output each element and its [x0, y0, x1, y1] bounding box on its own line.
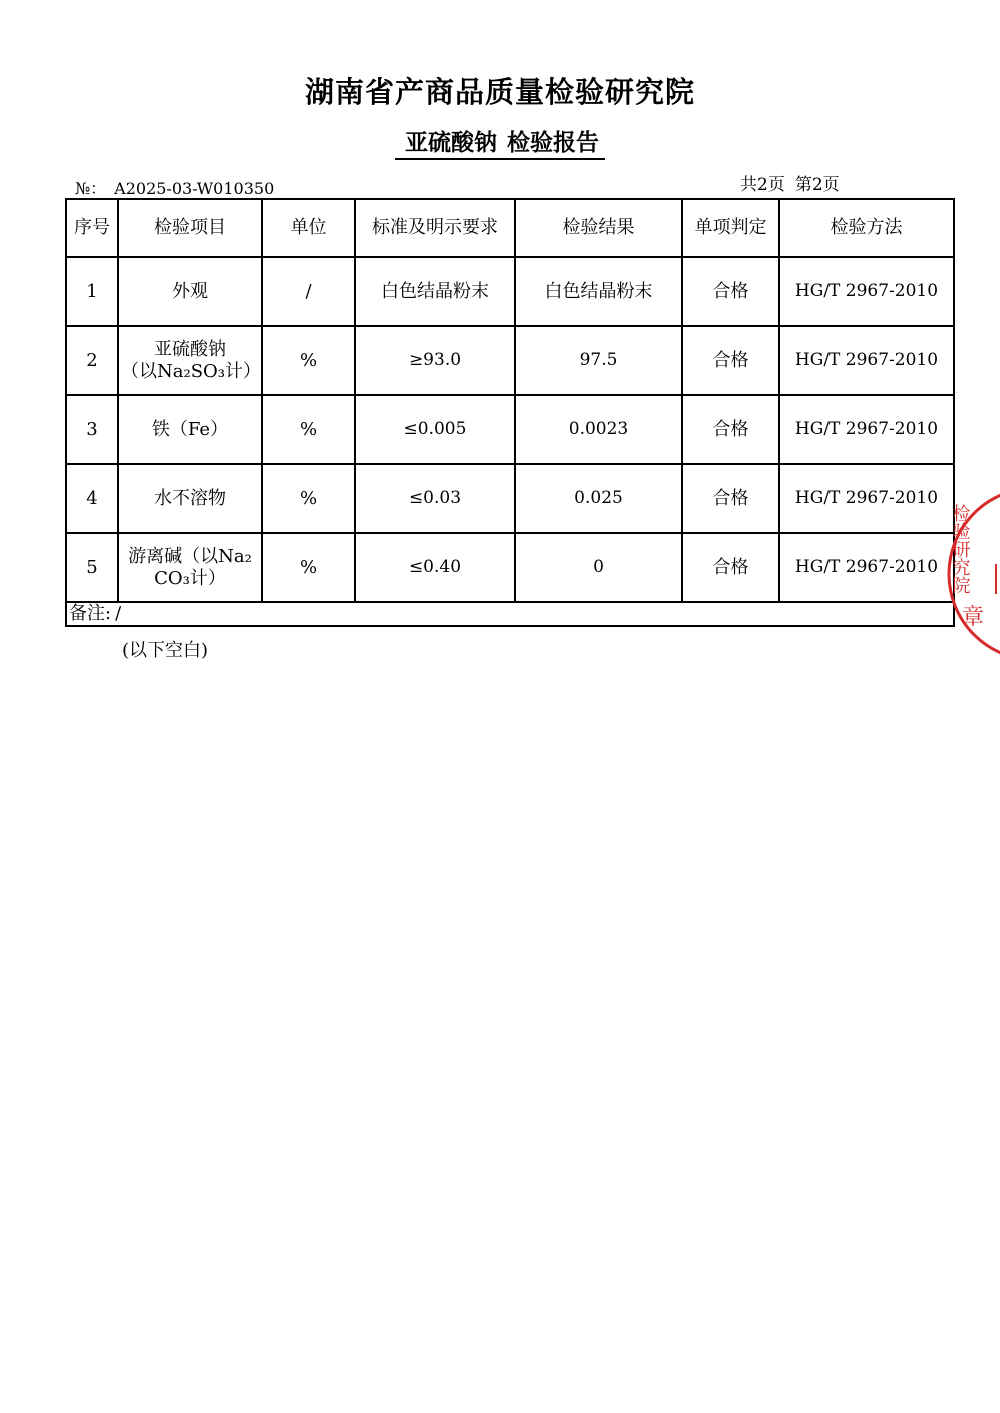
table-row: [66, 257, 954, 326]
inspection-seal: [940, 486, 1000, 661]
cell-no: 1: [66, 257, 118, 326]
cell-unit: %: [262, 464, 355, 533]
report-title-product: 亚硫酸钠: [405, 130, 497, 156]
cell-unit: %: [262, 533, 355, 602]
report-number: [75, 176, 274, 199]
cell-item-suffix: （以Na₂SO₃计）: [121, 360, 262, 382]
report-number-label: №：: [75, 179, 107, 198]
cell-method: HG/T 2967-2010: [779, 395, 954, 464]
cell-result: 白色结晶粉末: [515, 257, 682, 326]
cell-no: 4: [66, 464, 118, 533]
table-row: [66, 326, 954, 395]
cell-item-name: 亚硫酸钠: [154, 338, 226, 360]
remark-row: [66, 602, 954, 626]
cell-judgment: 合格: [682, 395, 779, 464]
cell-item: [118, 395, 262, 464]
table-row: [66, 395, 954, 464]
seal-text-bottom: 章: [962, 605, 985, 630]
table-row: [66, 533, 954, 602]
cell-result: 0: [515, 533, 682, 602]
cell-no: 5: [66, 533, 118, 602]
cell-method: HG/T 2967-2010: [779, 533, 954, 602]
cell-no: 3: [66, 395, 118, 464]
cell-requirement: ≥93.0: [355, 326, 515, 395]
seal-text-top: 检验研究院: [949, 504, 971, 594]
cell-item: [118, 533, 262, 602]
cell-result: 0.0023: [515, 395, 682, 464]
column-header-no: 序号: [66, 199, 118, 257]
cell-requirement: 白色结晶粉末: [355, 257, 515, 326]
cell-item-name: 外观: [172, 280, 208, 302]
cell-method: HG/T 2967-2010: [779, 326, 954, 395]
report-title-type: 检验报告: [507, 130, 599, 156]
cell-requirement: ≤0.03: [355, 464, 515, 533]
cell-item-name: 铁（Fe）: [151, 418, 229, 440]
table-row: [66, 464, 954, 533]
column-header-result: 检验结果: [515, 199, 682, 257]
cell-judgment: 合格: [682, 326, 779, 395]
results-table: [65, 198, 955, 627]
total-pages: 共2页: [740, 175, 785, 195]
column-header-requirement: 标准及明示要求: [355, 199, 515, 257]
report-number-value: A2025-03-W010350: [114, 179, 275, 198]
cell-item: [118, 257, 262, 326]
page-info: [740, 170, 840, 195]
cell-no: 2: [66, 326, 118, 395]
cell-item: [118, 464, 262, 533]
column-header-item: 检验项目: [118, 199, 262, 257]
cell-unit: %: [262, 395, 355, 464]
report-title: [395, 124, 605, 160]
column-header-method: 检验方法: [779, 199, 954, 257]
cell-method: HG/T 2967-2010: [779, 257, 954, 326]
organization-title: 湖南省产商品质量检验研究院: [304, 75, 695, 109]
cell-method: HG/T 2967-2010: [779, 464, 954, 533]
cell-judgment: 合格: [682, 464, 779, 533]
cell-requirement: ≤0.40: [355, 533, 515, 602]
report-title-wrap: [0, 124, 1000, 160]
cell-requirement: ≤0.005: [355, 395, 515, 464]
cell-judgment: 合格: [682, 257, 779, 326]
cell-item-name: 游离碱（以Na₂: [128, 545, 252, 567]
cell-item-suffix: CO₃计）: [154, 567, 226, 589]
remark-value: /: [115, 603, 122, 624]
cell-result: 0.025: [515, 464, 682, 533]
cell-unit: %: [262, 326, 355, 395]
cell-unit: /: [262, 257, 355, 326]
blank-note: (以下空白): [122, 640, 209, 661]
column-header-judgment: 单项判定: [682, 199, 779, 257]
remark-cell: [66, 602, 954, 626]
cell-judgment: 合格: [682, 533, 779, 602]
cell-item: [118, 326, 262, 395]
cell-result: 97.5: [515, 326, 682, 395]
current-page: 第2页: [794, 175, 840, 195]
column-header-unit: 单位: [262, 199, 355, 257]
cell-item-name: 水不溶物: [154, 487, 226, 509]
remark-label: 备注:: [69, 603, 112, 624]
table-header-row: [66, 199, 954, 257]
